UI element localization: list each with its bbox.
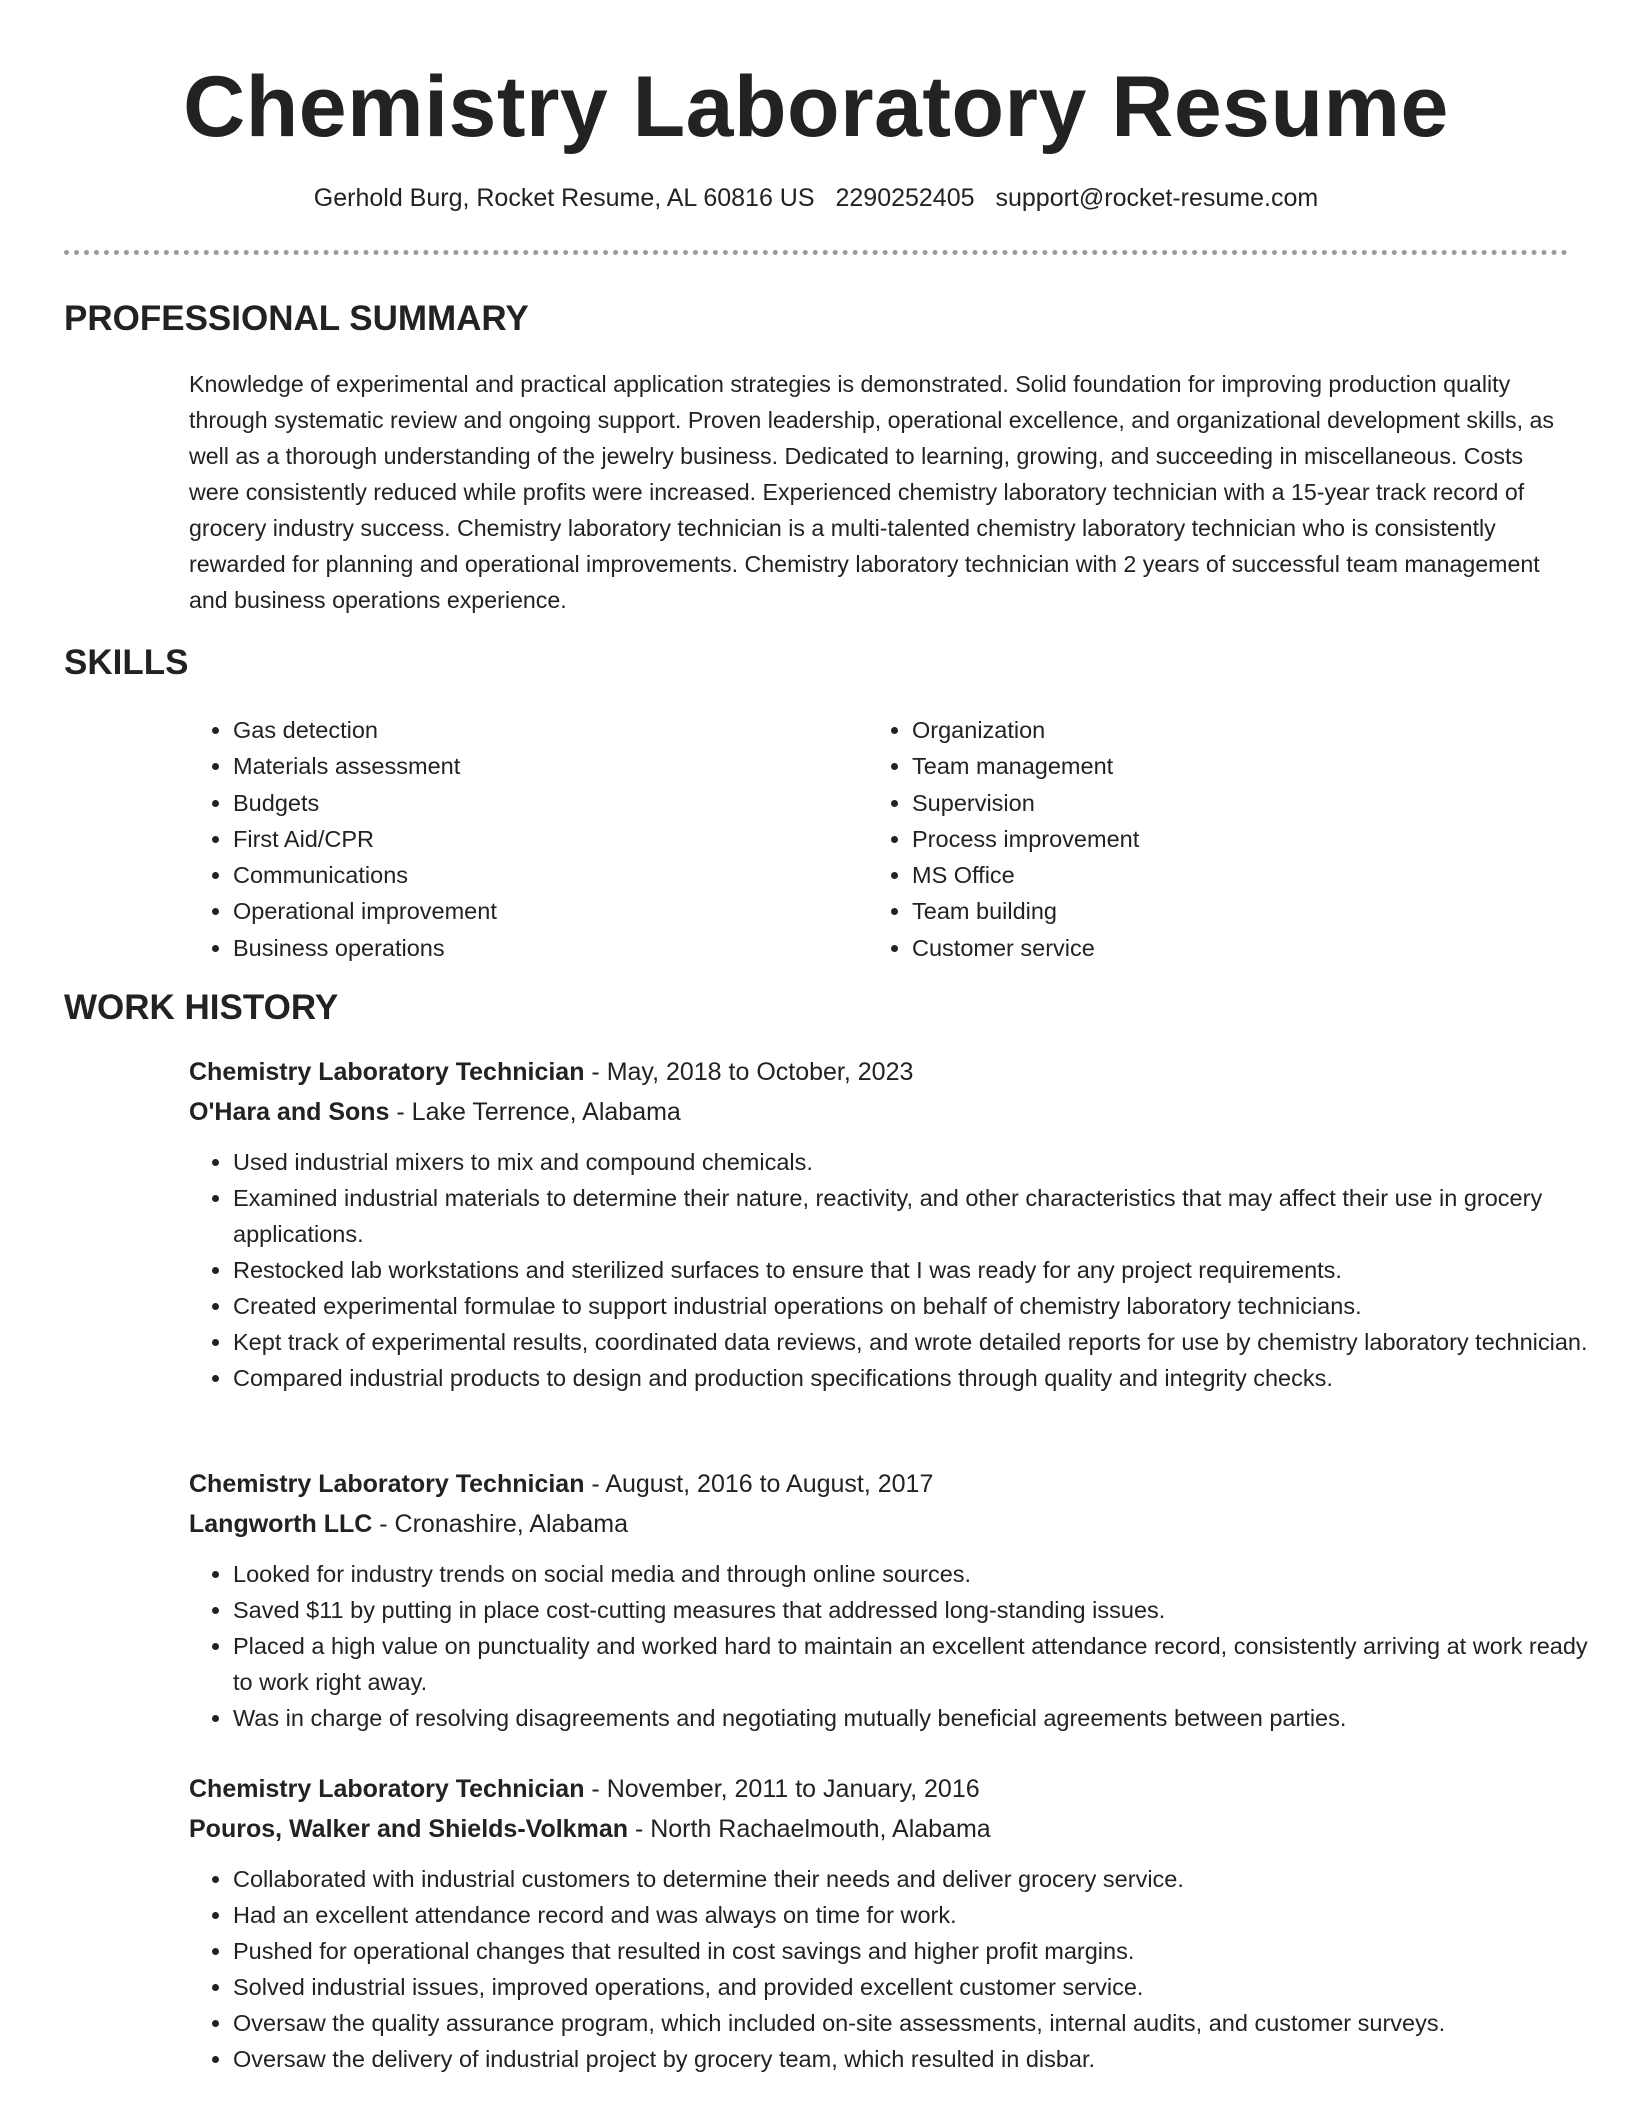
contact-phone: 2290252405 — [835, 184, 975, 212]
contact-address: Gerhold Burg, Rocket Resume, AL 60816 US — [313, 184, 815, 212]
job-entry — [189, 1054, 1589, 1396]
job-bullet: • Had an excellent attendance record and was always on time for work. — [233, 1897, 1593, 1933]
job-company: Pouros, Walker and Shields-Volkman — [189, 1815, 628, 1843]
skill-item: • Operational improvement — [233, 893, 497, 929]
skill-item: • Team management — [912, 748, 1139, 784]
skills-list-right — [868, 712, 1139, 966]
skills-list-left — [189, 712, 497, 966]
job-bullet: • Saved $11 by putting in place cost-cutting measures that addressed long-standing issues. — [233, 1592, 1593, 1628]
skill-item: • Budgets — [233, 785, 497, 821]
job-bullet: • Oversaw the delivery of industrial project by grocery team, which resulted in disbar. — [233, 2041, 1593, 2077]
job-title-line — [189, 1466, 1589, 1502]
job-company-line — [189, 1506, 1589, 1542]
skill-item: • First Aid/CPR — [233, 821, 497, 857]
job-bullet: • Was in charge of resolving disagreements and negotiating mutually beneficial agreements between parties. — [233, 1700, 1593, 1736]
job-role: Chemistry Laboratory Technician — [189, 1058, 585, 1086]
job-bullet: • Compared industrial products to design and production specifications through quality and integrity checks. — [233, 1360, 1593, 1396]
job-company-line — [189, 1811, 1589, 1847]
job-title-line — [189, 1054, 1589, 1090]
job-bullet: • Kept track of experimental results, coordinated data reviews, and wrote detailed reports for use by chemistry laboratory technician. — [233, 1324, 1593, 1360]
skill-item: • MS Office — [912, 857, 1139, 893]
job-role: Chemistry Laboratory Technician — [189, 1775, 585, 1803]
job-dates: - August, 2016 to August, 2017 — [584, 1470, 934, 1498]
job-bullet: • Used industrial mixers to mix and compound chemicals. — [233, 1144, 1593, 1180]
contact-line — [0, 180, 1632, 216]
job-bullet: • Looked for industry trends on social media and through online sources. — [233, 1556, 1593, 1592]
job-bullet: • Created experimental formulae to support industrial operations on behalf of chemistry laboratory technicians. — [233, 1288, 1593, 1324]
job-bullet: • Restocked lab workstations and sterilized surfaces to ensure that I was ready for any project requirements. — [233, 1252, 1593, 1288]
job-entry — [189, 1466, 1589, 1736]
skill-item: • Process improvement — [912, 821, 1139, 857]
skill-item: • Supervision — [912, 785, 1139, 821]
job-bullet: • Examined industrial materials to determine their nature, reactivity, and other characteristics that may affect their use in grocery applications. — [233, 1180, 1593, 1252]
job-bullet: • Oversaw the quality assurance program, which included on-site assessments, internal audits, and customer surveys. — [233, 2005, 1593, 2041]
skill-item: • Customer service — [912, 930, 1139, 966]
job-bullet: • Placed a high value on punctuality and worked hard to maintain an excellent attendance record, consistently arriving at work ready to work right away. — [233, 1628, 1593, 1700]
job-bullet-list — [189, 1861, 1593, 2077]
job-role: Chemistry Laboratory Technician — [189, 1470, 585, 1498]
job-bullet-list — [189, 1556, 1593, 1736]
page-title: Chemistry Laboratory Resume — [183, 59, 1449, 155]
job-bullet: • Collaborated with industrial customers to determine their needs and deliver grocery service. — [233, 1861, 1593, 1897]
skills-heading: SKILLS — [64, 643, 189, 682]
job-company: Langworth LLC — [189, 1510, 373, 1538]
summary-text: Knowledge of experimental and practical application strategies is demonstrated. Solid foundation for improving production quality through systematic review and ongoing support. Proven leadership, operational excellence, and organizational development skills, as well as a thorough understanding of the jewelry business. Dedicated to learning, growing, and succeeding in miscellaneous. Costs were consistently reduced while profits were increased. Experienced chemistry laboratory technician with a 15-year track record of grocery industry success. Chemistry laboratory technician is a multi-talented chemistry laboratory technician who is consistently rewarded for planning and operational improvements. Chemistry laboratory technician with 2 years of successful team management and business operations experience. — [189, 371, 1555, 613]
job-dates: - May, 2018 to October, 2023 — [584, 1058, 914, 1086]
job-company: O'Hara and Sons — [189, 1098, 390, 1126]
job-location: - North Rachaelmouth, Alabama — [628, 1815, 991, 1843]
job-dates: - November, 2011 to January, 2016 — [584, 1775, 980, 1803]
skill-item: • Organization — [912, 712, 1139, 748]
skill-item: • Communications — [233, 857, 497, 893]
job-company-line — [189, 1094, 1589, 1130]
work-history-heading: WORK HISTORY — [64, 988, 339, 1027]
header-divider — [64, 250, 1568, 255]
skill-item: • Business operations — [233, 930, 497, 966]
job-title-line — [189, 1771, 1589, 1807]
skill-item: • Gas detection — [233, 712, 497, 748]
job-bullet: • Pushed for operational changes that resulted in cost savings and higher profit margins. — [233, 1933, 1593, 1969]
job-entry — [189, 1771, 1589, 2077]
job-bullet-list — [189, 1144, 1593, 1396]
summary-heading: PROFESSIONAL SUMMARY — [64, 299, 529, 338]
skill-item: • Team building — [912, 893, 1139, 929]
contact-email: support@rocket-resume.com — [995, 184, 1319, 212]
skill-item: • Materials assessment — [233, 748, 497, 784]
job-bullet: • Solved industrial issues, improved operations, and provided excellent customer service. — [233, 1969, 1593, 2005]
job-location: - Cronashire, Alabama — [372, 1510, 628, 1538]
job-location: - Lake Terrence, Alabama — [389, 1098, 681, 1126]
